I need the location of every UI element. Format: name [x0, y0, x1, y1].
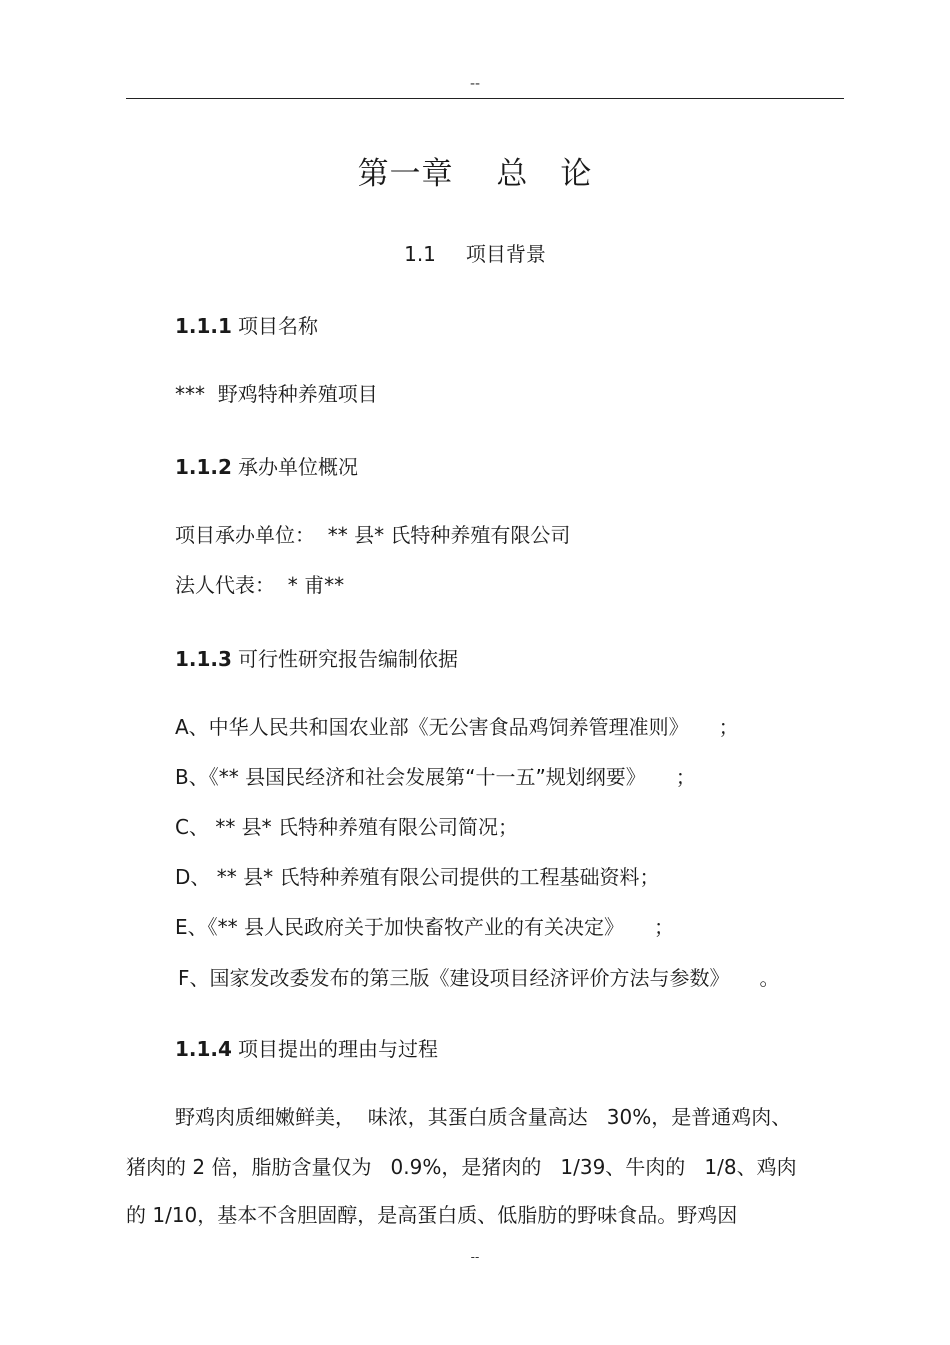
basis-item-c: C、 ** 县* 氏特种养殖有限公司简况； [175, 815, 519, 839]
subsection-title: 承办单位概况 [237, 455, 358, 479]
basis-item-a: A、中华人民共和国农业部《无公害食品鸡饲养管理准则》 ； [175, 715, 739, 739]
section-title: 项目背景 [465, 242, 546, 266]
subsection-heading-1-1-3 [175, 643, 458, 672]
page-footer-mark: -- [470, 1250, 480, 1264]
subsection-number: 1.1.3 [175, 647, 232, 671]
project-name-text: *** 野鸡特种养殖项目 [175, 382, 378, 406]
subsection-heading-1-1-1 [175, 310, 318, 339]
basis-item-f: F、国家发改委发布的第三版《建设项目经济评价方法与参数》 。 [178, 966, 780, 990]
basis-item-b: B、《** 县国民经济和社会发展第“十一五”规划纲要》 ； [175, 765, 696, 789]
section-heading [0, 238, 950, 267]
paragraph-line-2: 猪肉的 2 倍，脂肪含量仅为 0.9%，是猪肉的 1/39、牛肉的 1/8、鸡肉 [126, 1155, 797, 1179]
basis-item-e: E、《** 县人民政府关于加快畜牧产业的有关决定》 ； [175, 915, 674, 939]
subsection-number: 1.1.4 [175, 1037, 232, 1061]
basis-item-d: D、 ** 县* 氏特种养殖有限公司提供的工程基础资料； [175, 865, 660, 889]
subsection-title: 项目名称 [237, 314, 318, 338]
subsection-number: 1.1.1 [175, 314, 232, 338]
chapter-title: 第一章 总 论 [357, 156, 593, 192]
subsection-heading-1-1-2 [175, 451, 358, 480]
page-header-mark: -- [469, 76, 481, 92]
subsection-number: 1.1.2 [175, 455, 232, 479]
undertaking-unit-line: 项目承办单位： ** 县* 氏特种养殖有限公司 [175, 523, 571, 547]
subsection-heading-1-1-4 [175, 1033, 438, 1062]
subsection-title: 可行性研究报告编制依据 [237, 647, 458, 671]
paragraph-line-3: 的 1/10，基本不含胆固醇，是高蛋白质、低脂肪的野味食品。野鸡因 [126, 1203, 738, 1227]
header-divider [126, 98, 844, 99]
paragraph-line-1: 野鸡肉质细嫩鲜美， 味浓，其蛋白质含量高达 30%，是普通鸡肉、 [175, 1105, 792, 1129]
subsection-title: 项目提出的理由与过程 [237, 1037, 438, 1061]
legal-representative-line: 法人代表： * 甫** [175, 573, 345, 597]
section-number: 1.1 [404, 242, 436, 266]
